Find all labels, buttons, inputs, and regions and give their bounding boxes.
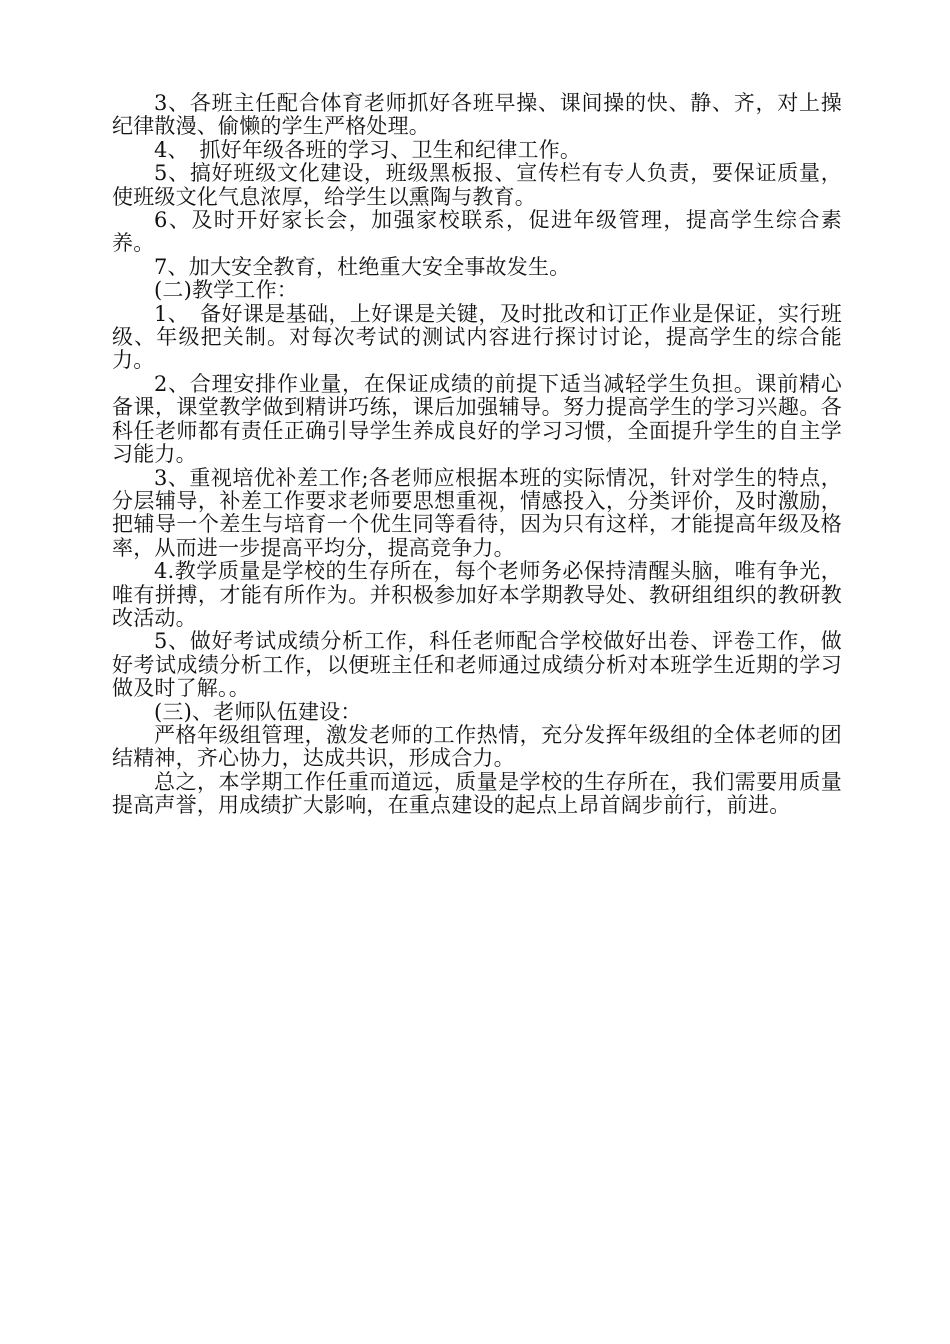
paragraph-class-exercise: 3、各班主任配合体育老师抓好各班早操、课间操的快、静、齐，对上操纪律散漫、偷懒的学生严格处理。	[112, 91, 842, 139]
section-heading-teaching: (二)教学工作：	[154, 278, 298, 303]
paragraph-team-management: 严格年级组管理，激发老师的工作热情，充分发挥年级组的全体老师的团结精神，齐心协力，达成共识，形成合力。	[112, 722, 842, 771]
paragraph-teaching-quality: 4.教学质量是学校的生存所在，每个老师务必保持清醒头脑，唯有争光，唯有拼搏，才能有所作为。并积极参加好本学期教导处、教研组组织的教研教改活动。	[112, 559, 842, 630]
paragraph-parent-meeting: 6、及时开好家长会，加强家校联系，促进年级管理，提高学生综合素养。	[112, 208, 842, 256]
paragraph-exam-analysis: 5、做好考试成绩分析工作，科任老师配合学校做好出卷、评卷工作，做好考试成绩分析工作，以便班主任和老师通过成绩分析对本班学生近期的学习做及时了解。。	[112, 629, 842, 701]
paragraph-lesson-preparation: 1、 备好课是基础，上好课是关键，及时批改和订正作业是保证，实行班级、年级把关制。对每次考试的测试内容进行探讨讨论，提高学生的综合能力。	[112, 301, 842, 373]
paragraph-tutoring: 3、重视培优补差工作;各老师应根据本班的实际情况，针对学生的特点，分层辅导，补差工作要求老师要思想重视，情感投入，分类评价，及时激励，把辅导一个差生与培育一个优生同等看待，因为只有这样，才能提高年级及格率，从而进一步提高平均分，提高竞争力。	[112, 465, 842, 560]
paragraph-homework-load: 2、合理安排作业量，在保证成绩的前提下适当减轻学生负担。课前精心备课，课堂教学做到精讲巧练，课后加强辅导。努力提高学生的学习兴趣。各科任老师都有责任正确引导学生养成良好的学习习惯，全面提升学生的自主学习能力。	[112, 371, 842, 467]
paragraph-class-discipline: 4、 抓好年级各班的学习、卫生和纪律工作。	[154, 137, 582, 162]
paragraph-conclusion: 总之，本学期工作任重而道远，质量是学校的生存所在，我们需要用质量提高声誉，用成绩扩大影响，在重点建设的起点上昂首阔步前行，前进。	[112, 769, 842, 818]
paragraph-class-culture: 5、搞好班级文化建设，班级黑板报、宣传栏有专人负责，要保证质量，使班级文化气息浓厚，给学生以熏陶与教育。	[112, 161, 842, 209]
section-heading-teacher-team: (三)、老师队伍建设：	[154, 699, 362, 724]
document-body	[112, 92, 842, 818]
paragraph-safety-education: 7、加大安全教育，杜绝重大安全事故发生。	[154, 254, 571, 279]
